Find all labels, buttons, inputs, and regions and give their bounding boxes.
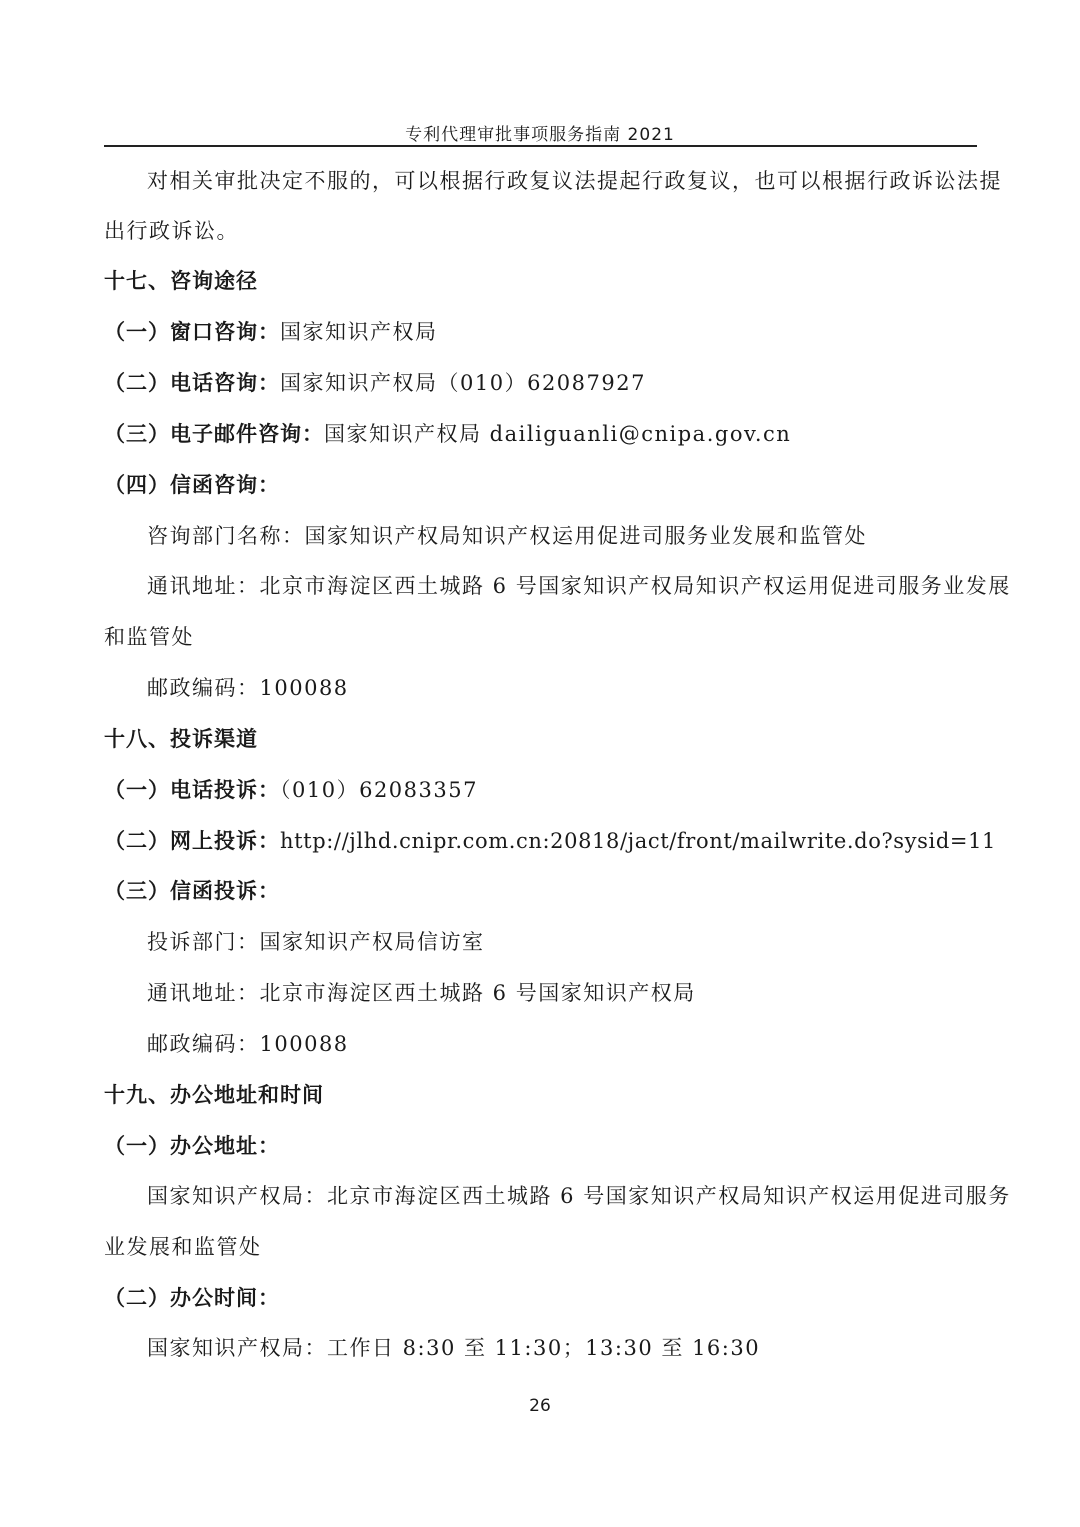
window-consult-row [104,317,438,347]
email-consult-value: 国家知识产权局 dailiguanli@cnipa.gov.cn [324,422,792,446]
letter-complaint-label: （三）信函投诉： [104,879,280,903]
phone-complaint-label: （一）电话投诉： [104,778,280,802]
complaint-address: 通讯地址：北京市海淀区西土城路 6 号国家知识产权局 [147,981,696,1005]
phone-consult-label: （二）电话咨询： [104,371,280,395]
intro-paragraph-line-2: 出行政诉讼。 [104,219,239,243]
header-divider [104,145,977,147]
letter-consult-label: （四）信函咨询： [104,473,280,497]
phone-complaint-value: （010）62083357 [280,778,478,802]
email-consult-label: （三）电子邮件咨询： [104,422,324,446]
phone-consult-value: 国家知识产权局（010）62087927 [280,371,646,395]
running-header-title: 专利代理审批事项服务指南 2021 [405,125,675,145]
phone-complaint-row [104,775,478,805]
consult-address-line-2: 和监管处 [104,625,194,649]
intro-paragraph-line-1: 对相关审批决定不服的，可以根据行政复议法提起行政复议，也可以根据行政诉讼法提 [147,169,1002,193]
office-address-label: （一）办公地址： [104,1134,280,1158]
window-consult-value: 国家知识产权局 [280,320,438,344]
office-hours-label: （二）办公时间： [104,1286,280,1310]
section-19-heading: 十九、办公地址和时间 [104,1083,324,1107]
online-complaint-label: （二）网上投诉： [104,829,280,853]
office-address-line-1: 国家知识产权局：北京市海淀区西土城路 6 号国家知识产权局知识产权运用促进司服务 [147,1184,1011,1208]
consult-address-line-1: 通讯地址：北京市海淀区西土城路 6 号国家知识产权局知识产权运用促进司服务业发展 [147,574,1011,598]
complaint-department: 投诉部门：国家知识产权局信访室 [147,930,485,954]
consult-postcode: 邮政编码：100088 [147,676,349,700]
window-consult-label: （一）窗口咨询： [104,320,280,344]
online-complaint-link[interactable]: http://jlhd.cnipr.com.cn:20818/jact/front/mailwrite.do?sysid=11 [280,829,997,853]
phone-consult-row [104,368,646,398]
complaint-postcode: 邮政编码：100088 [147,1032,349,1056]
office-hours-value: 国家知识产权局：工作日 8:30 至 11:30；13:30 至 16:30 [147,1336,761,1360]
consult-department: 咨询部门名称：国家知识产权局知识产权运用促进司服务业发展和监管处 [147,524,867,548]
page-number: 26 [529,1396,551,1416]
email-consult-row [104,419,791,449]
online-complaint-row [104,826,996,856]
office-address-line-2: 业发展和监管处 [104,1235,262,1259]
section-17-heading: 十七、咨询途径 [104,269,258,293]
section-18-heading: 十八、投诉渠道 [104,727,258,751]
